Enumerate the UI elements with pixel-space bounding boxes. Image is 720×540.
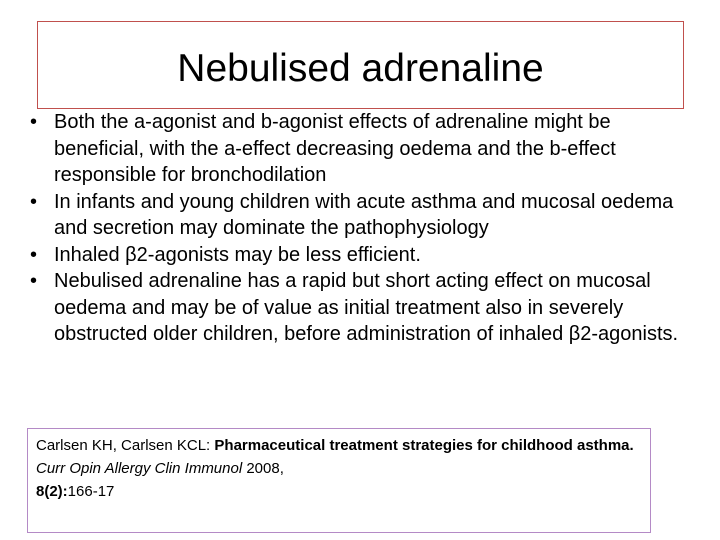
bullet-text: Both the a-agonist and b-agonist effects of adrenaline might be beneficial, with the a-effect decreasing oedema and the b-effect responsible for bronchodilation	[54, 111, 616, 186]
bullet-marker: •	[30, 190, 38, 213]
bullet-list	[30, 109, 690, 348]
bullet-text: Inhaled β2-agonists may be less efficient.	[54, 243, 421, 266]
reference-article-title: Pharmaceutical treatment strategies for childhood asthma.	[214, 437, 634, 454]
bullet-marker: •	[30, 270, 38, 292]
reference-journal: Curr Opin Allergy Clin Immunol	[36, 460, 243, 477]
bullet-marker: •	[30, 111, 38, 133]
bullet-item	[30, 268, 690, 348]
reference-box	[27, 428, 651, 533]
reference-authors: Carlsen KH, Carlsen KCL:	[36, 437, 215, 454]
bullet-item	[30, 189, 690, 242]
bullet-item	[30, 109, 690, 189]
reference-volume: 8(2):	[36, 483, 68, 500]
reference-year: 2008,	[242, 460, 284, 477]
bullet-marker: •	[30, 243, 38, 266]
slide-title: Nebulised adrenaline	[177, 47, 544, 90]
bullet-item	[30, 242, 690, 269]
reference-pages: 166-17	[67, 483, 115, 500]
title-box	[37, 21, 684, 109]
bullet-text: In infants and young children with acute asthma and mucosal oedema and secretion may dominate the pathophysiology	[54, 190, 674, 239]
bullet-text: Nebulised adrenaline has a rapid but short acting effect on mucosal oedema and may be of value as initial treatment also in severely obstructed older children, before administration of inhaled β2-agonists.	[54, 270, 679, 345]
